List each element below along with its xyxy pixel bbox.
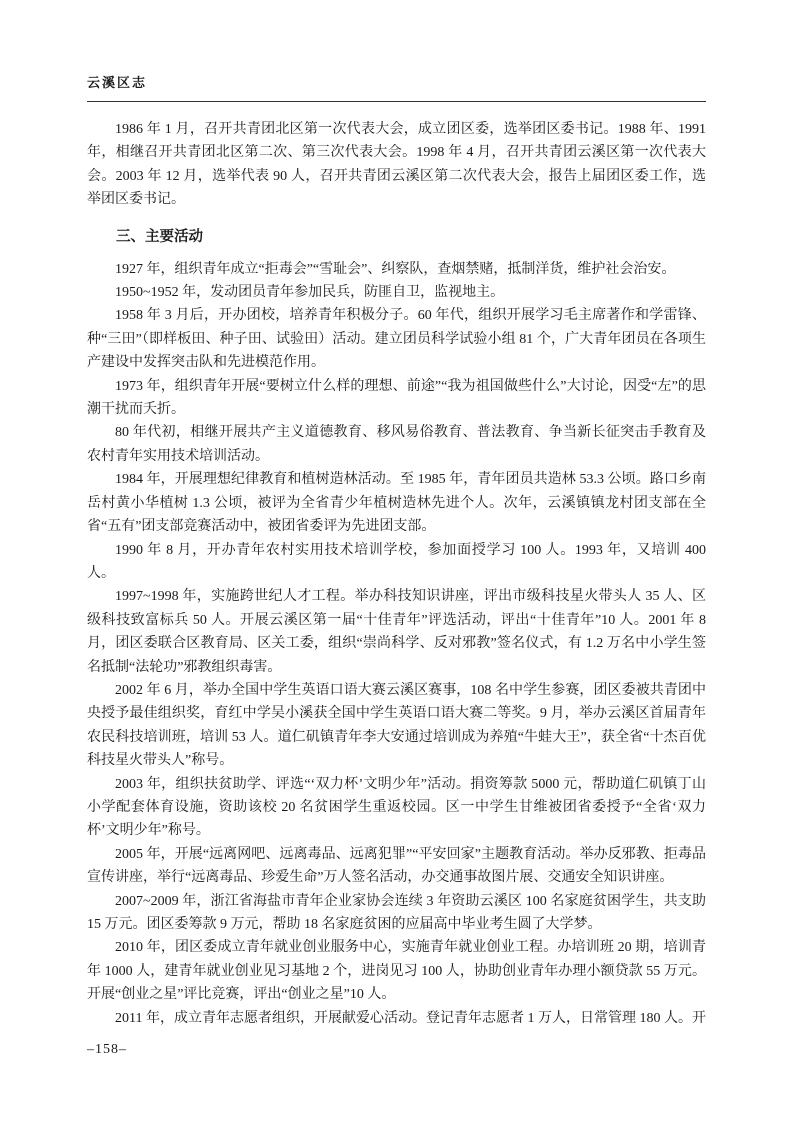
section-heading: 三、主要活动 bbox=[116, 228, 203, 245]
header-title: 云溪区志 bbox=[87, 75, 148, 90]
paragraph: 80 年代初，相继开展共产主义道德教育、移风易俗教育、普法教育、争当新长征突击手教育及农村青年实用技术培训活动。 bbox=[87, 425, 706, 464]
paragraph: 1997~1998 年，实施跨世纪人才工程。举办科技知识讲座，评出市级科技星火带头人 35 人、区级科技致富标兵 50 人。开展云溪区第一届“十佳青年”评选活动，评出“十佳青年”10 人。2001 年 8 月，团区委联合区教育局、区关工委，组织“崇尚科学、反对邪教”签名仪式，有 1.2 万名中小学生签名抵制“法轮功”邪教组织毒害。 bbox=[87, 589, 706, 675]
page-header bbox=[87, 72, 706, 102]
document-content bbox=[87, 118, 706, 1030]
paragraph: 1973 年，组织青年开展“要树立什么样的理想、前途”“我为祖国做些什么”大讨论，因受“左”的思潮干扰而夭折。 bbox=[87, 378, 706, 418]
paragraph: 2007~2009 年，浙江省海盐市青年企业家协会连续 3 年资助云溪区 100 名家庭贫困学生，共支助 15 万元。团区委筹款 9 万元，帮助 18 名家庭贫困的应届高中毕业考生圆了大学梦。 bbox=[87, 893, 706, 932]
paragraph: 1990 年 8 月，开办青年农村实用技术培训学校，参加面授学习 100 人。1993 年，又培训 400 人。 bbox=[87, 542, 706, 581]
paragraph: 1958 年 3 月后，开办团校，培养青年积极分子。60 年代，组织开展学习毛主席著作和学雷锋、种“三田”（即样板田、种子田、试验田）活动。建立团员科学试验小组 81 个，广大青年团员在各项生产建设中发挥突击队和先进模范作用。 bbox=[87, 308, 706, 371]
paragraph: 2002 年 6 月，举办全国中学生英语口语大赛云溪区赛事，108 名中学生参赛，团区委被共青团中央授予最佳组织奖，育红中学吴小溪获全国中学生英语口语大赛二等奖。9 月，举办云溪区首届青年农民科技培训班，培训 53 人。道仁矶镇青年李大安通过培训成为养殖“牛蛙大王”，获全省“十杰百优科技星火带头人”称号。 bbox=[87, 682, 706, 769]
paragraph: 2011 年，成立青年志愿者组织，开展献爱心活动。登记青年志愿者 1 万人，日常管理 180 人。开 bbox=[115, 1010, 706, 1026]
intro-paragraph: 1986 年 1 月，召开共青团北区第一次代表大会，成立团区委，选举团区委书记。1988 年、1991 年，相继召开共青团北区第二次、第三次代表大会。1998 年 4 月，召开共青团云溪区第一次代表大会。2003 年 12 月，选举代表 90 人，召开共青团云溪区第二次代表大会，报告上届团区委工作，选举团区委书记。 bbox=[87, 122, 706, 208]
paragraph: 2010 年，团区委成立青年就业创业服务中心，实施青年就业创业工程。办培训班 20 期，培训青年 1000 人，建青年就业创业见习基地 2 个，进岗见习 100 人，协助创业青年办理小额贷款 55 万元。开展“创业之星”评比竞赛，评出“创业之星”10 人。 bbox=[87, 940, 706, 1003]
page-number: –158– bbox=[87, 1042, 127, 1057]
paragraph: 2003 年，组织扶贫助学、评选“‘双力杯’文明少年”活动。捐资筹款 5000 元，帮助道仁矶镇丁山小学配套体育设施，资助该校 20 名贫困学生重返校园。区一中学生甘维被团省委授予“全省‘双力杯’文明少年”称号。 bbox=[87, 776, 706, 839]
paragraph: 2005 年，开展“远离网吧、远离毒品、远离犯罪”“平安回家”主题教育活动。举办反邪教、拒毒品宣传讲座，举行“远离毒品、珍爱生命”万人签名活动，办交通事故图片展、交通安全知识讲座。 bbox=[87, 846, 706, 886]
paragraph: 1927 年，组织青年成立“拒毒会”“雪耻会”、纠察队，查烟禁赌，抵制洋货，维护社会治安。 bbox=[115, 261, 676, 277]
paragraph: 1950~1952 年，发动团员青年参加民兵，防匪自卫，监视地主。 bbox=[115, 285, 505, 301]
paragraph: 1984 年，开展理想纪律教育和植树造林活动。至 1985 年，青年团员共造林 53.3 公顷。路口乡南岳村黄小华植树 1.3 公顷，被评为全省青少年植树造林先进个人。次年，云溪镇镇龙村团支部在全省“五有”团支部竞赛活动中，被团省委评为先进团支部。 bbox=[87, 472, 706, 535]
page-footer bbox=[87, 1042, 127, 1058]
